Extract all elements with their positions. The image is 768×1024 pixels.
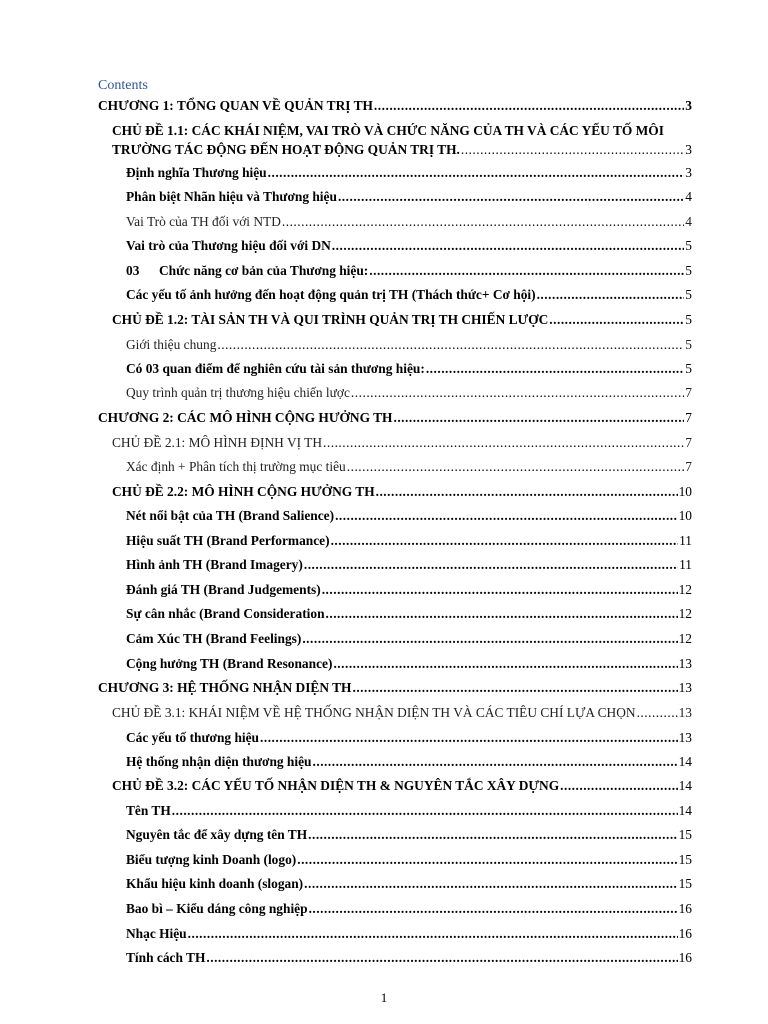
toc-leader-dots	[188, 926, 678, 942]
toc-entry-text: Sự cân nhắc (Brand Consideration	[126, 606, 325, 621]
toc-leader-dots	[374, 98, 684, 114]
toc-entry[interactable]	[126, 926, 692, 942]
toc-entry[interactable]	[126, 631, 692, 647]
toc-page-number: 13	[678, 730, 692, 745]
toc-page-number: 7	[685, 385, 692, 400]
toc-page-number: 3	[685, 142, 692, 157]
toc-entry-text: Hình ảnh TH (Brand Imagery)	[126, 557, 303, 572]
toc-entry-text-line2: TRƯỜNG TÁC ĐỘNG ĐẾN HOẠT ĐỘNG QUẢN TRỊ TH.	[112, 142, 460, 157]
toc-page-number: 12	[678, 582, 692, 597]
toc-page-number: 11	[679, 557, 692, 572]
toc-leader-dots	[268, 165, 685, 181]
toc-entry-text: Tính cách TH	[126, 950, 206, 965]
toc-entry-text: Vai trò của Thương hiệu đối với DN	[126, 238, 331, 253]
toc-entry[interactable]	[126, 165, 692, 181]
toc-entry[interactable]	[126, 508, 692, 524]
toc-leader-dots	[309, 901, 678, 917]
toc-entry-chapter-1[interactable]	[98, 98, 692, 114]
toc-entry[interactable]	[126, 606, 692, 622]
toc-leader-dots	[331, 533, 679, 549]
toc-leader-dots	[297, 852, 677, 868]
toc-entry[interactable]	[126, 827, 692, 843]
toc-page-number: 13	[678, 680, 692, 695]
toc-page-number: 5	[685, 312, 692, 327]
toc-leader-dots	[560, 778, 677, 794]
toc-leader-dots	[217, 337, 684, 353]
toc-page-number: 10	[678, 484, 692, 499]
toc-leader-dots	[347, 459, 685, 475]
toc-entry[interactable]	[126, 214, 692, 230]
toc-entry-text: CHƯƠNG 2: CÁC MÔ HÌNH CỘNG HƯỞNG TH	[98, 410, 393, 425]
toc-leader-dots	[304, 557, 678, 573]
toc-entry[interactable]	[126, 876, 692, 892]
toc-entry-topic-3-1[interactable]	[112, 705, 692, 721]
toc-page-number: 3	[685, 98, 692, 113]
toc-entry-text: Khẩu hiệu kinh doanh (slogan)	[126, 876, 304, 891]
toc-leader-dots	[326, 606, 678, 622]
toc-entry-text: Hiệu suất TH (Brand Performance)	[126, 533, 330, 548]
toc-entry[interactable]	[126, 803, 692, 819]
toc-page-number: 12	[678, 631, 692, 646]
toc-leader-dots	[332, 238, 685, 254]
toc-entry-text: Định nghĩa Thương hiệu	[126, 165, 267, 180]
toc-leader-dots	[426, 361, 684, 377]
toc-entry[interactable]	[126, 730, 692, 746]
toc-entry-text: Có 03 quan điểm để nghiên cứu tài sản thương hiệu:	[126, 361, 425, 376]
toc-page-number: 11	[679, 533, 692, 548]
toc-entry-text: CHỦ ĐỀ 3.2: CÁC YẾU TỐ NHẬN DIỆN TH & NGUYÊN TẮC XÂY DỰNG	[112, 778, 560, 793]
toc-leader-dots	[302, 631, 677, 647]
toc-page-number: 5	[685, 287, 692, 302]
toc-leader-dots	[172, 803, 678, 819]
toc-leader-dots	[351, 385, 684, 401]
toc-entry-text: CHỦ ĐỀ 1.2: TÀI SẢN TH VÀ QUI TRÌNH QUẢN TRỊ TH CHIẾN LƯỢC	[112, 312, 549, 327]
toc-entry-text: CHỦ ĐỀ 2.2: MÔ HÌNH CỘNG HƯỞNG TH	[112, 484, 375, 499]
toc-entry[interactable]	[126, 287, 692, 303]
toc-page-number: 13	[678, 705, 692, 720]
toc-page-number: 5	[685, 361, 692, 376]
toc-entry-chapter-2[interactable]	[98, 410, 692, 426]
toc-entry-text: Nhạc Hiệu	[126, 926, 187, 941]
toc-entry[interactable]	[126, 901, 692, 917]
toc-page-number: 15	[678, 852, 692, 867]
toc-leader-dots	[313, 754, 678, 770]
toc-entry-text: Các yếu tố ảnh hưởng đến hoạt động quản trị TH (Thách thức+ Cơ hội)	[126, 287, 536, 302]
toc-entry-text: Tên TH	[126, 803, 171, 818]
toc-page-number: 3	[685, 165, 692, 180]
toc-entry-text: Cộng hưởng TH (Brand Resonance)	[126, 656, 333, 671]
toc-entry[interactable]	[126, 238, 692, 254]
toc-entry[interactable]	[126, 189, 692, 205]
toc-entry[interactable]	[126, 459, 692, 475]
toc-page-number: 7	[685, 435, 692, 450]
toc-entry-text: Phân biệt Nhãn hiệu và Thương hiệu	[126, 189, 337, 204]
toc-leader-dots	[637, 705, 678, 721]
toc-leader-dots	[304, 876, 677, 892]
toc-entry-text: CHỦ ĐỀ 2.1: MÔ HÌNH ĐỊNH VỊ TH	[112, 435, 323, 450]
toc-page-number: 5	[685, 238, 692, 253]
toc-leader-dots	[323, 435, 684, 451]
toc-entry-text: Các yếu tố thương hiệu	[126, 730, 259, 745]
toc-entry-topic-1-1[interactable]	[112, 121, 692, 159]
toc-entry-text: Đánh giá TH (Brand Judgements)	[126, 582, 321, 597]
toc-entry-text-line1: CHỦ ĐỀ 1.1: CÁC KHÁI NIỆM, VAI TRÒ VÀ CHỨC NĂNG CỦA TH VÀ CÁC YẾU TỐ MÔI	[112, 123, 664, 138]
toc-page-number: 5	[685, 337, 692, 352]
toc-entry-text: Nguyên tắc để xây dựng tên TH	[126, 827, 308, 842]
toc-entry-text: Nét nổi bật của TH (Brand Salience)	[126, 508, 335, 523]
toc-page-number: 7	[685, 410, 692, 425]
toc-page-number: 14	[678, 778, 692, 793]
toc-leader-dots	[369, 263, 684, 279]
toc-leader-dots	[322, 582, 678, 598]
toc-entry-text: Cảm Xúc TH (Brand Feelings)	[126, 631, 302, 646]
toc-leader-dots	[338, 189, 684, 205]
toc-leader-dots	[376, 484, 678, 500]
toc-page-number: 16	[678, 901, 692, 916]
toc-leader-dots	[537, 287, 685, 303]
toc-page-number: 15	[678, 876, 692, 891]
toc-page-number: 16	[678, 926, 692, 941]
toc-entry[interactable]	[126, 385, 692, 401]
toc-entry-topic-3-2[interactable]	[112, 778, 692, 794]
toc-leader-dots	[335, 508, 678, 524]
toc-entry-text: CHỦ ĐỀ 3.1: KHÁI NIỆM VỀ HỆ THỐNG NHẬN DIỆN TH VÀ CÁC TIÊU CHÍ LỰA CHỌN	[112, 705, 636, 720]
toc-leader-dots	[393, 410, 684, 426]
toc-entry-text: Vai Trò của TH đối với NTD	[126, 214, 281, 229]
toc-entry[interactable]	[126, 263, 692, 279]
toc-page-number: 7	[685, 459, 692, 474]
toc-entry[interactable]	[126, 852, 692, 868]
toc-entry-topic-2-1[interactable]	[112, 435, 692, 451]
toc-page-number: 10	[678, 508, 692, 523]
toc-entry-number: 03	[126, 263, 140, 278]
toc-leader-dots	[461, 140, 684, 159]
toc-page-number: 15	[678, 827, 692, 842]
toc-entry-text: Chức năng cơ bản của Thương hiệu:	[159, 263, 369, 278]
toc-leader-dots	[260, 730, 678, 746]
toc-entry[interactable]	[126, 337, 692, 353]
toc-leader-dots	[206, 950, 677, 966]
toc-page-number: 14	[678, 754, 692, 769]
toc-page-number: 16	[678, 950, 692, 965]
toc-entry[interactable]	[126, 557, 692, 573]
toc-page-number: 5	[685, 263, 692, 278]
toc-entry-text: Biểu tượng kinh Doanh (logo)	[126, 852, 297, 867]
toc-entry[interactable]	[126, 582, 692, 598]
toc-leader-dots	[549, 312, 684, 328]
toc-entry[interactable]	[126, 754, 692, 770]
toc-leader-dots	[282, 214, 684, 230]
toc-leader-dots	[333, 656, 677, 672]
toc-entry-text: Xác định + Phân tích thị trường mục tiêu	[126, 459, 346, 474]
toc-entry-text: Quy trình quản trị thương hiệu chiến lược	[126, 385, 350, 400]
toc-entry[interactable]	[126, 656, 692, 672]
toc-page-number: 4	[685, 214, 692, 229]
toc-entry-text: Giới thiệu chung	[126, 337, 217, 352]
toc-entry[interactable]	[126, 950, 692, 966]
toc-entry-topic-1-2[interactable]	[112, 312, 692, 328]
toc-leader-dots	[352, 680, 677, 696]
toc-entry-text: Bao bì – Kiểu dáng công nghiệp	[126, 901, 308, 916]
toc-page-number: 13	[678, 656, 692, 671]
toc-entry-topic-2-2[interactable]	[112, 484, 692, 500]
toc-entry[interactable]	[126, 533, 692, 549]
toc-leader-dots	[308, 827, 677, 843]
toc-page-number: 12	[678, 606, 692, 621]
toc-page-number: 14	[678, 803, 692, 818]
contents-title: Contents	[98, 78, 148, 93]
toc-entry-text: Hệ thống nhận diện thương hiệu	[126, 754, 312, 769]
toc-entry-chapter-3[interactable]	[98, 680, 692, 696]
toc-page-number: 4	[685, 189, 692, 204]
toc-entry[interactable]	[126, 361, 692, 377]
toc-entry-text: CHƯƠNG 3: HỆ THỐNG NHẬN DIỆN TH	[98, 680, 352, 695]
page-number: 1	[380, 990, 388, 1005]
toc-entry-text: CHƯƠNG 1: TỔNG QUAN VỀ QUẢN TRỊ TH	[98, 98, 373, 113]
